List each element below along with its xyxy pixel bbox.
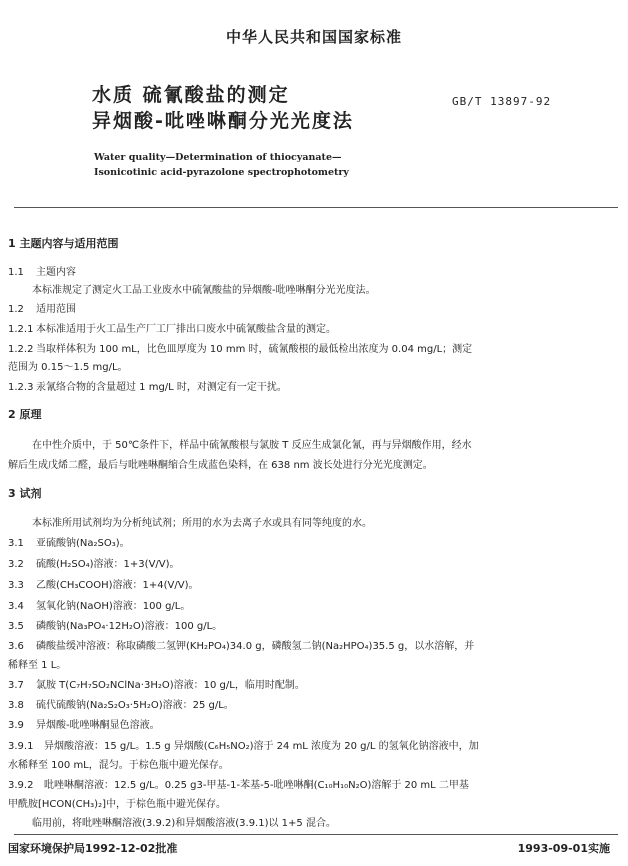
clause-1-1 xyxy=(8,263,76,278)
clause-1-2-2-cont: 范围为 0.15～1.5 mg/L。 xyxy=(8,362,128,373)
clause-text: 氯胺 T(C₇H₇SO₂NClNa·3H₂O)溶液：10 g/L，临用时配制。 xyxy=(36,680,305,691)
clause-text: 磷酸盐缓冲溶液：称取磷酸二氢钾(KH₂PO₄)34.0 g，磷酸氢二钠(Na₂HPO₄)35.5 g，以水溶解，并 xyxy=(36,641,475,652)
reagent-3-9-1-cont: 水稀释至 100 mL，混匀。于棕色瓶中避光保存。 xyxy=(8,760,229,771)
title-line-2: 异烟酸-吡唑啉酮分光光度法 xyxy=(92,110,354,132)
clause-text: 异烟酸-吡唑啉酮显色溶液。 xyxy=(36,720,160,731)
clause-number: 3.2 xyxy=(8,559,24,570)
clause-text: 硫代硫酸钠(Na₂S₂O₃·5H₂O)溶液：25 g/L。 xyxy=(36,700,234,711)
reagent-3-8 xyxy=(8,696,234,711)
clause-number: 1.2.2 xyxy=(8,344,34,355)
clause-text: 汞氰络合物的含量超过 1 mg/L 时，对测定有一定干扰。 xyxy=(36,382,287,393)
footer-divider xyxy=(14,834,618,835)
clause-number: 3.8 xyxy=(8,700,24,711)
clause-number: 3.9.2 xyxy=(8,780,34,791)
clause-text: 磷酸钠(Na₃PO₄·12H₂O)溶液：100 g/L。 xyxy=(36,621,223,632)
effective-date: 1993-09-01实施 xyxy=(517,842,610,855)
title-line-1: 水质 硫氰酸盐的测定 xyxy=(92,84,290,106)
reagent-3-1 xyxy=(8,534,130,549)
reagent-3-6 xyxy=(8,637,474,652)
reagent-3-6-cont: 稀释至 1 L。 xyxy=(8,660,67,671)
clause-text: 氢氧化钠(NaOH)溶液：100 g/L。 xyxy=(36,601,191,612)
approval-date: 国家环境保护局1992-12-02批准 xyxy=(8,842,178,855)
issuing-authority: 中华人民共和国国家标准 xyxy=(225,28,402,46)
clause-number: 3.1 xyxy=(8,538,24,549)
clause-number: 3.6 xyxy=(8,641,24,652)
clause-number: 3.4 xyxy=(8,601,24,612)
clause-1-1-body: 本标准规定了测定火工品工业废水中硫氰酸盐的异烟酸-吡唑啉酮分光光度法。 xyxy=(32,285,376,296)
clause-text: 亚硫酸钠(Na₂SO₃)。 xyxy=(36,538,130,549)
clause-1-2-1 xyxy=(8,320,336,335)
clause-text: 本标准适用于火工品生产厂工厂排出口废水中硫氰酸盐含量的测定。 xyxy=(36,324,336,335)
reagent-3-9-mixing-note: 临用前，将吡唑啉酮溶液(3.9.2)和异烟酸溶液(3.9.1)以 1+5 混合。 xyxy=(32,818,336,829)
section-3-heading: 3 试剂 xyxy=(8,487,42,500)
clause-text: 硫酸(H₂SO₄)溶液：1+3(V/V)。 xyxy=(36,559,180,570)
reagent-3-3 xyxy=(8,576,199,591)
reagent-3-9-1 xyxy=(8,737,479,752)
reagent-3-5 xyxy=(8,617,222,632)
principle-line-2: 解后生成戊烯二醛，最后与吡唑啉酮缩合生成蓝色染料，在 638 nm 波长处进行分光光度测定。 xyxy=(8,460,433,471)
clause-number: 3.5 xyxy=(8,621,24,632)
reagents-intro: 本标准所用试剂均为分析纯试剂；所用的水为去离子水或具有同等纯度的水。 xyxy=(32,518,372,529)
english-title-line-2: Isonicotinic acid-pyrazolone spectrophotometry xyxy=(94,167,349,178)
clause-number: 3.3 xyxy=(8,580,24,591)
principle-line-1: 在中性介质中，于 50℃条件下，样品中硫氰酸根与氯胺 T 反应生成氯化氰，再与异烟酸作用，经水 xyxy=(32,440,472,451)
reagent-3-9-2-cont: 甲酰胺[HCON(CH₃)₂]中，于棕色瓶中避光保存。 xyxy=(8,799,226,810)
reagent-3-2 xyxy=(8,555,180,570)
section-1-heading: 1 主题内容与适用范围 xyxy=(8,237,119,250)
clause-number: 1.2.1 xyxy=(8,324,34,335)
reagent-3-9-2 xyxy=(8,776,469,791)
reagent-3-4 xyxy=(8,597,190,612)
reagent-3-9 xyxy=(8,716,160,731)
clause-text: 主题内容 xyxy=(36,267,76,278)
clause-text: 适用范围 xyxy=(36,304,76,315)
section-2-heading: 2 原理 xyxy=(8,408,42,421)
clause-text: 吡唑啉酮溶液：12.5 g/L。0.25 g3-甲基-1-苯基-5-吡唑啉酮(C₁₀H₁₀N₂O)溶解于 20 mL 二甲基 xyxy=(44,780,469,791)
clause-1-2 xyxy=(8,300,76,315)
reagent-3-7 xyxy=(8,676,305,691)
clause-1-2-2 xyxy=(8,340,472,355)
clause-number: 3.9 xyxy=(8,720,24,731)
clause-number: 1.2.3 xyxy=(8,382,34,393)
clause-text: 当取样体积为 100 mL，比色皿厚度为 10 mm 时，硫氰酸根的最低检出浓度为 0.04 mg/L；测定 xyxy=(36,344,473,355)
clause-1-2-3 xyxy=(8,378,287,393)
standard-code: GB/T 13897-92 xyxy=(452,95,552,108)
clause-number: 1.2 xyxy=(8,304,24,315)
clause-text: 异烟酸溶液：15 g/L。1.5 g 异烟酸(C₆H₅NO₂)溶于 24 mL 浓度为 20 g/L 的氢氧化钠溶液中，加 xyxy=(44,741,479,752)
clause-number: 1.1 xyxy=(8,267,24,278)
header-divider xyxy=(14,207,618,208)
english-title-line-1: Water quality—Determination of thiocyanate— xyxy=(94,152,342,163)
clause-text: 乙酸(CH₃COOH)溶液：1+4(V/V)。 xyxy=(36,580,199,591)
clause-number: 3.9.1 xyxy=(8,741,34,752)
clause-number: 3.7 xyxy=(8,680,24,691)
